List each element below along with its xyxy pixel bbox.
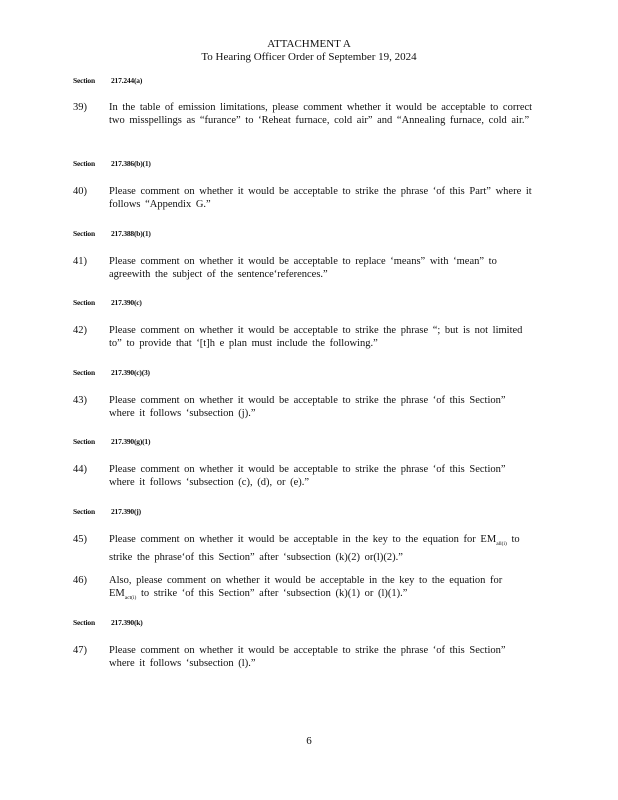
section-heading: Section 217.390(c) [73, 298, 142, 307]
attachment-title: ATTACHMENT A [267, 38, 351, 50]
comment-item: 45) Please comment on whether it would be acceptable in the key to the equation for $EM_{all(i)}$ to strike the phrase‘of this Section” after ‘subsection (k)(2) or(l)(2).” [73, 534, 520, 564]
comment-item: 41) Please comment on whether it would be acceptable to replace ‘means” with ‘mean” to agreewith the subject of the sentence‘references.” [73, 256, 497, 280]
comment-item: 40) Please comment on whether it would be acceptable to strike the phrase ‘of this Part” where it follows “Appendix G.” [73, 186, 532, 210]
order-subtitle: To Hearing Officer Order of September 19, 2024 [201, 51, 417, 63]
section-heading: Section 217.390(c)(3) [73, 368, 150, 377]
section-heading: Section 217.388(b)(1) [73, 229, 151, 238]
comment-item: 47) Please comment on whether it would be acceptable to strike the phrase ‘of this Section” where it follows ‘subsection (l).” [73, 645, 506, 669]
section-heading: Section 217.390(j) [73, 507, 141, 516]
section-heading: Section 217.390(k) [73, 618, 143, 627]
comment-item: 39) In the table of emission limitations, please comment whether it would be acceptable to correct two misspellings as “furance” to ‘Reheat furnace, cold air” and “Annealing furnace, cold air.” [73, 102, 533, 126]
comment-item: 42) Please comment on whether it would be acceptable to strike the phrase “; but is not limited to” to provide that ‘[t]h e plan must include the following.” [73, 325, 523, 349]
section-heading: Section 217.244(a) [73, 76, 143, 85]
comment-item: 44) Please comment on whether it would be acceptable to strike the phrase ‘of this Section” where it follows ‘subsection (c), (d), or (e).” [73, 464, 506, 488]
comment-item: 43) Please comment on whether it would be acceptable to strike the phrase ‘of this Section” where it follows ‘subsection (j).” [73, 395, 506, 419]
comment-item: 46) Also, please comment on whether it would be acceptable in the key to the equation for $EM_{act(i)}$ to strike ‘of this Section” after ‘subsection (k)(1) or (l)(1).” [73, 575, 503, 602]
section-heading: Section 217.390(g)(1) [73, 437, 151, 446]
page-number: 6 [306, 735, 312, 747]
section-heading: Section 217.386(b)(1) [73, 159, 151, 168]
